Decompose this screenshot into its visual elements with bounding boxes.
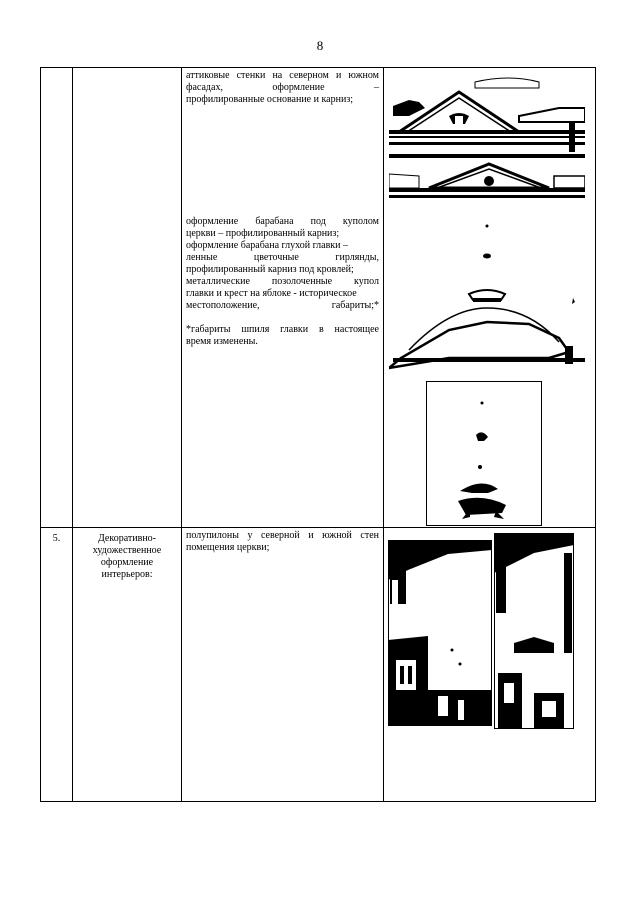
interior-photo-right (494, 533, 574, 729)
description-line: помещения церкви; (186, 542, 270, 553)
description-line: фасадах, оформление – (186, 82, 379, 93)
description-line: местоположение, габариты;* (186, 300, 379, 311)
element-name-line: художественное (92, 545, 162, 556)
row-number-cell: 5. (41, 528, 73, 802)
element-name-cell (73, 528, 182, 802)
description-line: оформление барабана глухой главки – (186, 240, 349, 251)
monument-elements-table (40, 67, 596, 802)
page-number: 8 (316, 38, 324, 53)
row-number-cell (41, 68, 73, 528)
interior-photo-left (388, 540, 492, 726)
description-line: аттиковые стенки на северном и южном (186, 70, 379, 81)
description-line: главки и крест на яблоке - историческое (186, 288, 357, 299)
description-cell (182, 528, 384, 802)
description-line: полупилоны у северной и южной стен (186, 530, 379, 541)
description-line: профилированные основание и карниз; (186, 94, 354, 105)
element-name-line: Декоративно- (97, 533, 157, 544)
facade-attic-photo-bottom (389, 154, 585, 204)
footnote-line: *габариты шпиля главки в настоящее (186, 324, 379, 335)
photo-cell (384, 528, 596, 802)
footnote-line: время изменены. (186, 336, 258, 347)
photo-cell (384, 68, 596, 528)
description-line: церкви – профилированный карниз; (186, 228, 340, 239)
description-line: металлические позолоченные купол (186, 276, 379, 287)
description-line: ленные цветочные гирлянды, (186, 252, 379, 263)
description-line: оформление барабана под куполом (186, 216, 379, 227)
cupola-spire-photo (426, 381, 542, 526)
facade-attic-photo-top (389, 72, 585, 152)
element-name-line: оформление (100, 557, 154, 568)
description-cell (182, 68, 384, 528)
description-line: профилированный карниз под кровлей; (186, 264, 354, 275)
element-name-line: интерьеров: (101, 569, 153, 580)
table-row (41, 528, 596, 802)
church-dome-photo (389, 218, 585, 370)
element-name-cell (73, 68, 182, 528)
table-row (41, 68, 596, 528)
